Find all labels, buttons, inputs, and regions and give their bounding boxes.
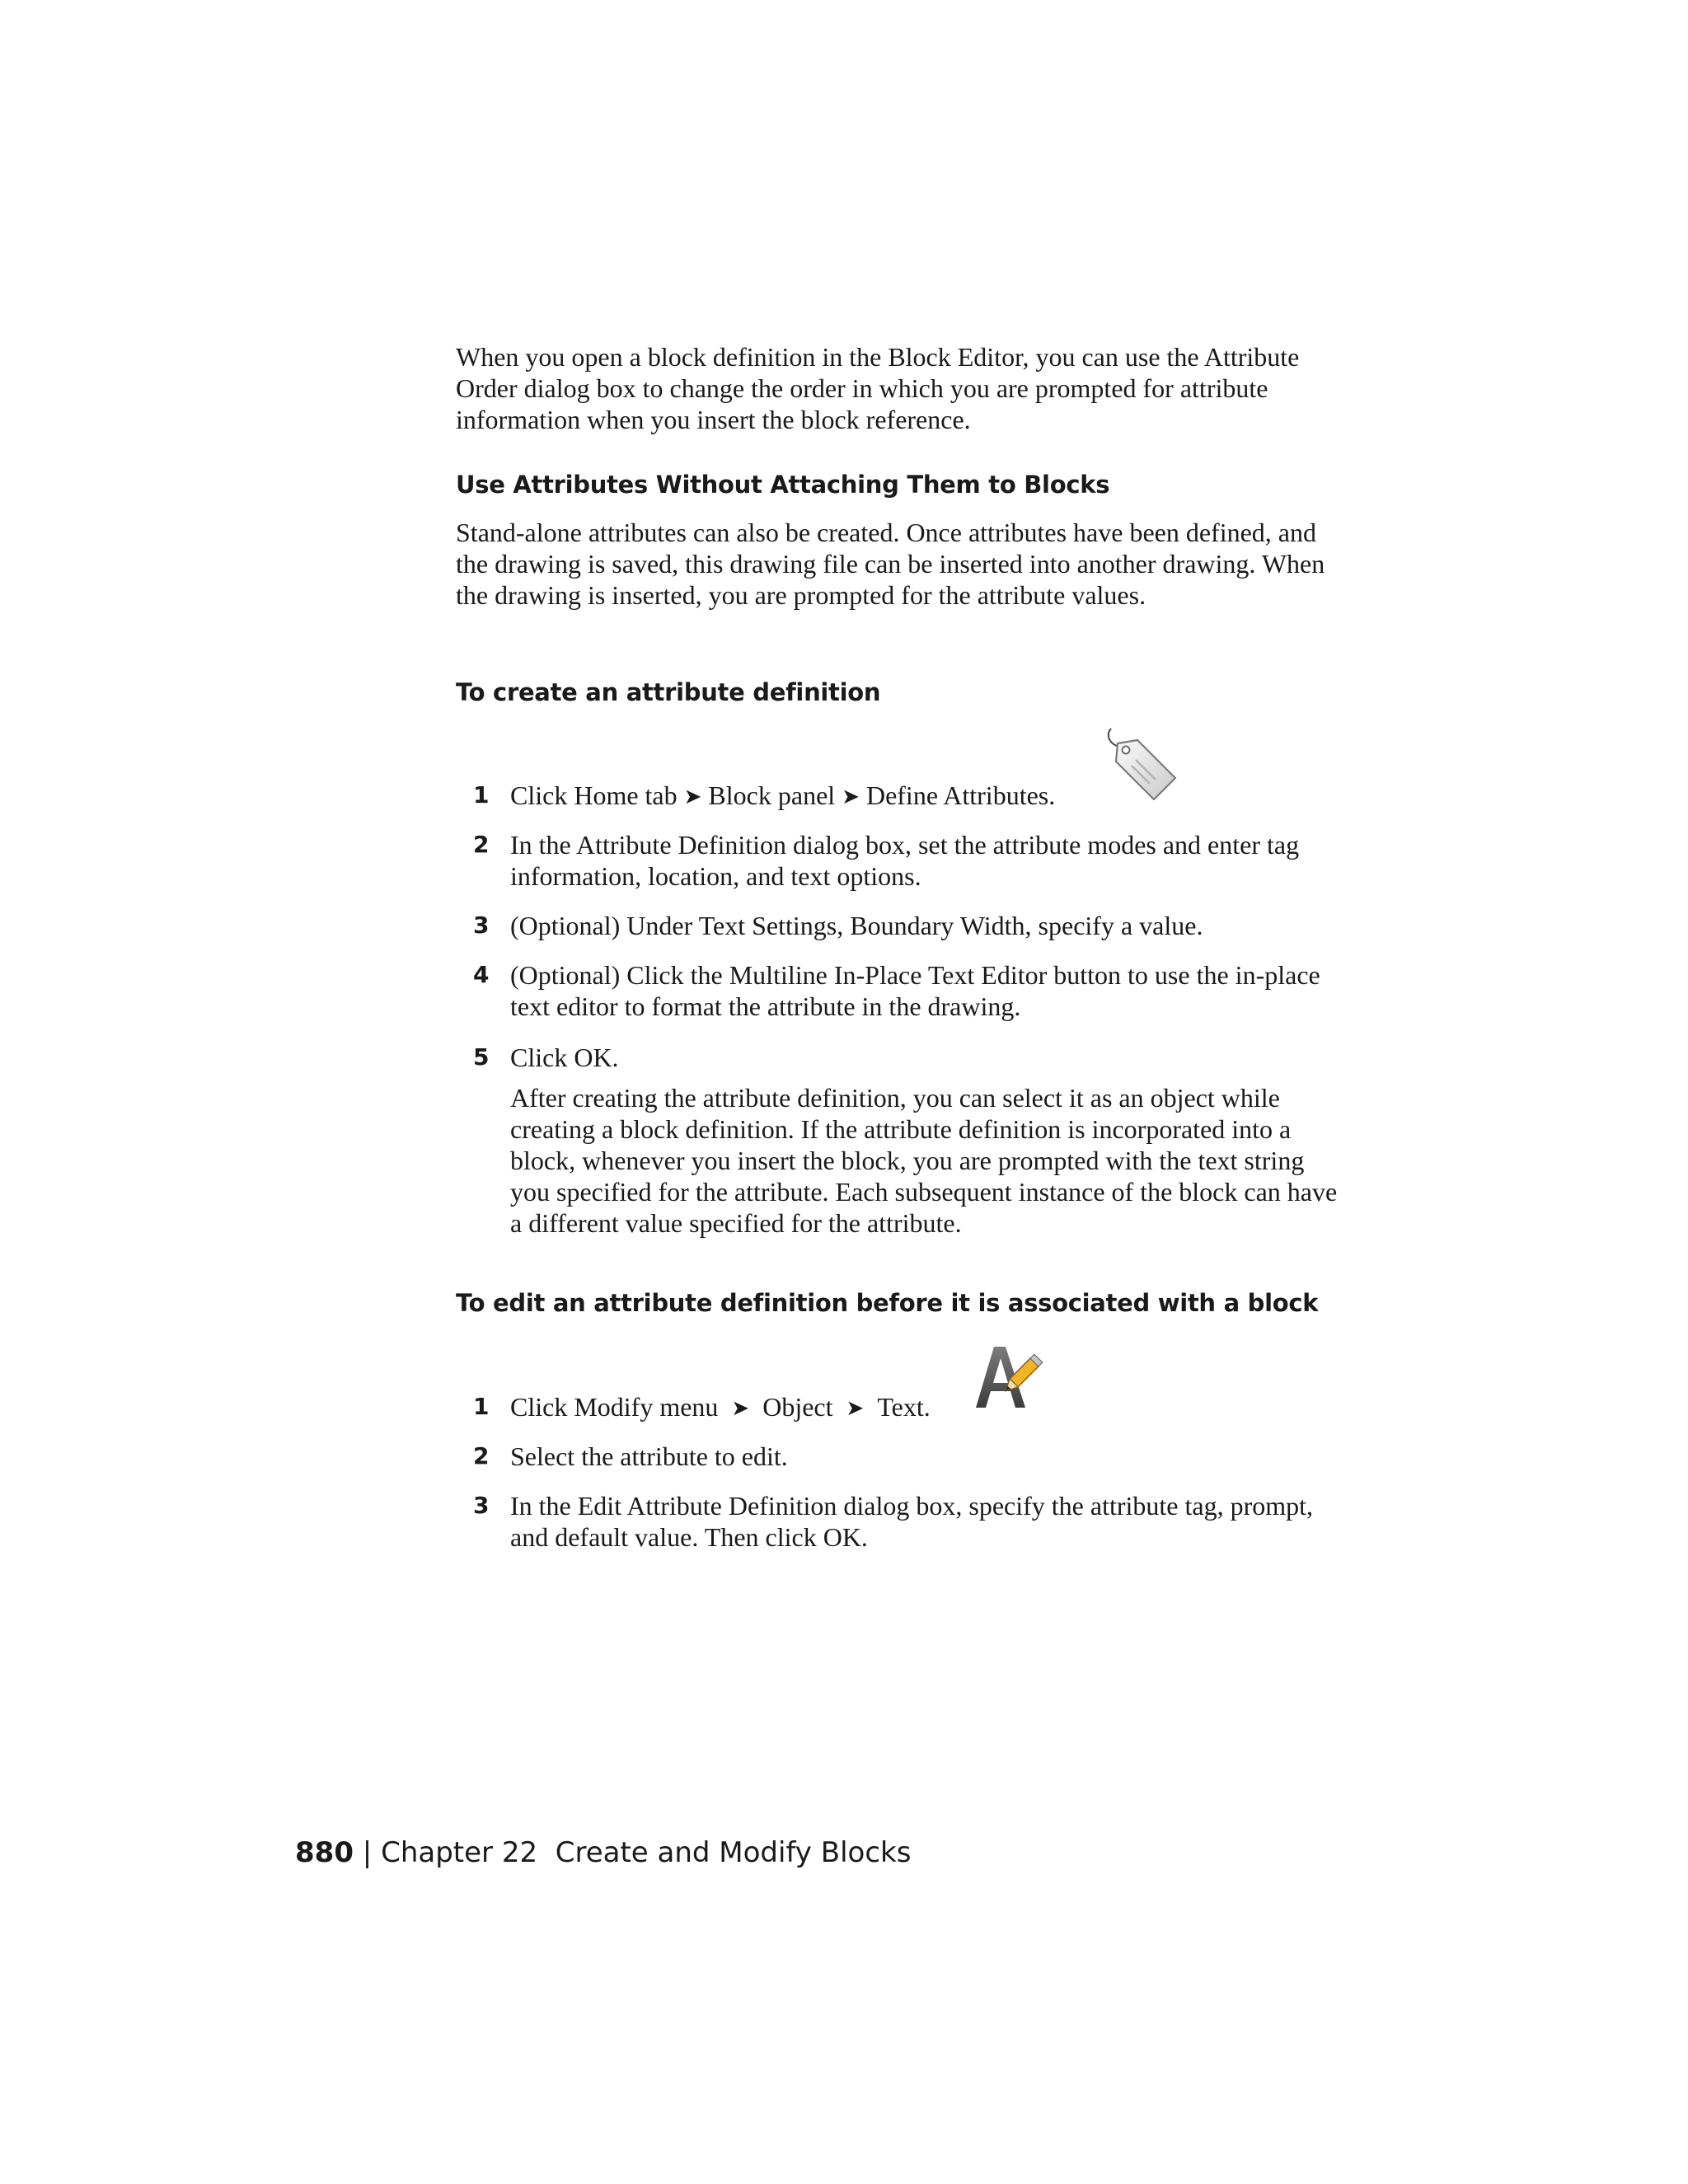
menu-path-part: Click Modify menu bbox=[510, 1392, 719, 1422]
step-number: 1 bbox=[473, 1393, 490, 1420]
menu-path-part: Click Home tab bbox=[510, 780, 678, 810]
step-number: 2 bbox=[473, 1442, 490, 1469]
menu-arrow: ➤ bbox=[842, 785, 860, 808]
chapter-label: Chapter 22 bbox=[381, 1836, 538, 1869]
step-text: In the Attribute Definition dialog box, set the attribute modes and enter tag information, location, and text options. bbox=[510, 830, 1300, 891]
edit-text-icon bbox=[974, 1342, 1043, 1413]
section-body-paragraph: Stand-alone attributes can also be created. Once attributes have been defined, and the drawing is saved, this drawing file can be inserted into another drawing. When the drawing is inserted, you are prompted for the attribute values. bbox=[456, 518, 1325, 610]
menu-arrow: ➤ bbox=[731, 1396, 750, 1420]
step-number: 5 bbox=[473, 1043, 490, 1071]
step-text: In the Edit Attribute Definition dialog box, specify the attribute tag, prompt, and default value. Then click OK. bbox=[510, 1491, 1314, 1552]
step-number: 4 bbox=[473, 961, 490, 988]
procedure-heading-edit: To edit an attribute definition before it is associated with a block bbox=[456, 1289, 1319, 1317]
menu-arrow: ➤ bbox=[683, 785, 702, 808]
step-text bbox=[510, 780, 1348, 813]
step-text: Click OK. bbox=[510, 1043, 619, 1072]
section-heading: Use Attributes Without Attaching Them to Blocks bbox=[456, 471, 1110, 499]
step-text: (Optional) Under Text Settings, Boundary Width, specify a value. bbox=[510, 911, 1203, 940]
page-footer bbox=[295, 1836, 911, 1869]
intro-paragraph: When you open a block definition in the Block Editor, you can use the Attribute Order dialog box to change the order in which you are prompted for attribute information when you insert the block reference. bbox=[456, 342, 1300, 434]
tag-icon bbox=[1104, 725, 1179, 803]
menu-path-part: Define Attributes. bbox=[865, 780, 1056, 810]
menu-arrow: ➤ bbox=[846, 1396, 865, 1420]
chapter-title: Create and Modify Blocks bbox=[555, 1836, 912, 1869]
step-number: 3 bbox=[473, 912, 490, 939]
menu-path-part: Block panel bbox=[708, 780, 836, 810]
menu-path-part: Object bbox=[762, 1392, 833, 1422]
menu-path-part: Text. bbox=[877, 1392, 931, 1422]
procedure-heading-create: To create an attribute definition bbox=[456, 678, 881, 706]
step-number: 1 bbox=[473, 781, 490, 808]
step-text bbox=[510, 1391, 1348, 1424]
step-number: 3 bbox=[473, 1492, 490, 1519]
procedure1-note: After creating the attribute definition, you can select it as an object while creating a block definition. If the attribute definition is incorporated into a block, whenever you insert the block, you are prompted with the text string you specified for the attribute. Each subsequent instance of the block can have a different value specified for the attribute. bbox=[510, 1083, 1338, 1238]
step-text: Select the attribute to edit. bbox=[510, 1441, 788, 1471]
footer-separator: | bbox=[362, 1836, 373, 1869]
step-number: 2 bbox=[473, 831, 490, 858]
page-number: 880 bbox=[295, 1836, 354, 1869]
step-text: (Optional) Click the Multiline In-Place Text Editor button to use the in-place text editor to format the attribute in the drawing. bbox=[510, 960, 1320, 1021]
